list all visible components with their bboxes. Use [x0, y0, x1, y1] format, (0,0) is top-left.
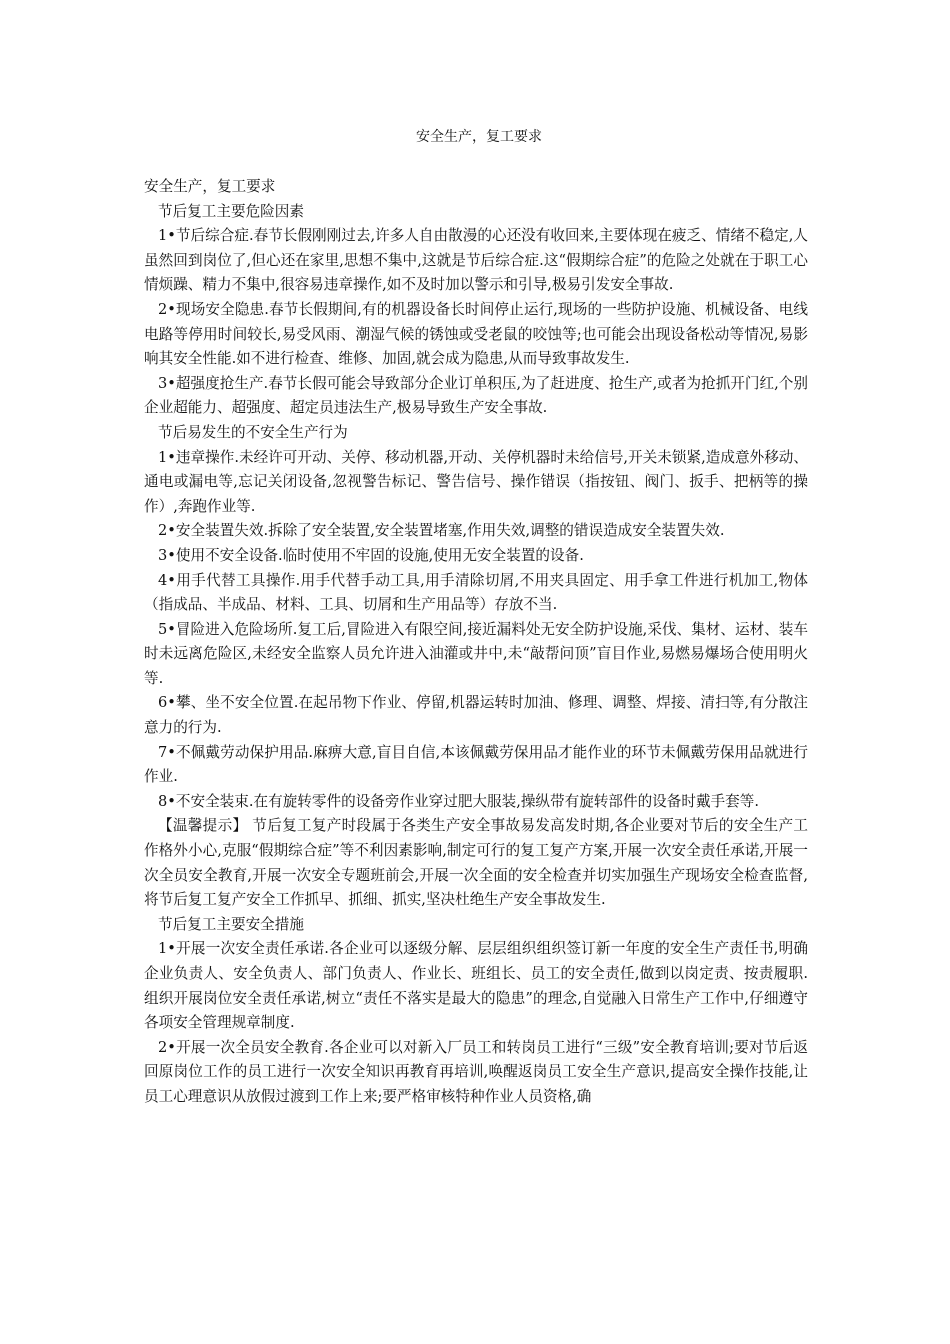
- paragraph: 节后复工主要危险因素: [158, 202, 304, 220]
- paragraph: 4•用手代替工具操作.用手代替手动工具,用手清除切屑,不用夹具固定、用手拿工件进行机加工,物体（指成品、半成品、材料、工具、切屑和生产用品等）存放不当.: [144, 571, 808, 614]
- paragraph: 7•不佩戴劳动保护用品.麻痹大意,盲目自信,本该佩戴劳保用品才能作业的环节未佩戴劳保用品就进行作业.: [144, 743, 808, 786]
- paragraph: 节后易发生的不安全生产行为: [158, 423, 348, 441]
- paragraph: 8•不安全装束.在有旋转零件的设备旁作业穿过肥大服装,操纵带有旋转部件的设备时戴手套等.: [158, 792, 759, 810]
- paragraph: 1•节后综合症.春节长假刚刚过去,许多人自由散漫的心还没有收回来,主要体现在疲乏、情绪不稳定,人虽然回到岗位了,但心还在家里,思想不集中,这就是节后综合症.这“假期综合症”的危险之处就在于职工心情烦躁、精力不集中,很容易违章操作,如不及时加以警示和引导,极易引发安全事故.: [144, 227, 808, 294]
- paragraph: 1•开展一次安全责任承诺.各企业可以逐级分解、层层组织组织签订新一年度的安全生产责任书,明确企业负责人、安全负责人、部门负责人、作业长、班组长、员工的安全责任,做到以岗定责、按责履职.组织开展岗位安全责任承诺,树立“责任不落实是最大的隐患”的理念,自觉融入日常生产工作中,仔细遵守各项安全管理规章制度.: [144, 940, 808, 1032]
- document-body: [144, 175, 808, 1110]
- paragraph: 6•攀、坐不安全位置.在起吊物下作业、停留,机器运转时加油、修理、调整、焊接、清扫等,有分散注意力的行为.: [144, 694, 808, 737]
- paragraph: 2•安全装置失效.拆除了安全装置,安全装置堵塞,作用失效,调整的错误造成安全装置失效.: [158, 522, 725, 540]
- paragraph: 安全生产，复工要求: [144, 178, 276, 195]
- document-title: 安全生产，复工要求: [416, 129, 542, 145]
- paragraph: 2•现场安全隐患.春节长假期间,有的机器设备长时间停止运行,现场的一些防护设施、机械设备、电线电路等停用时间较长,易受风雨、潮湿气候的锈蚀或受老鼠的咬蚀等;也可能会出现设备松动等情况,易影响其安全性能.如不进行检查、维修、加固,就会成为隐患,从而导致事故发生.: [144, 300, 808, 368]
- paragraph: 2•开展一次全员安全教育.各企业可以对新入厂员工和转岗员工进行“三级”安全教育培训;要对节后返回原岗位工作的员工进行一次安全知识再教育再培训,唤醒返岗员工安全生产意识,提高安全操作技能,让员工心理意识从放假过渡到工作上来;要严格审核特种作业人员资格,确: [144, 1038, 808, 1105]
- paragraph: 1•违章操作.未经许可开动、关停、移动机器,开动、关停机器时未给信号,开关未锁紧,造成意外移动、通电或漏电等,忘记关闭设备,忽视警告标记、警告信号、操作错误（指按钮、阀门、扳手、把柄等的操作）,奔跑作业等.: [144, 448, 808, 515]
- paragraph: 【温馨提示】 节后复工复产时段属于各类生产安全事故易发高发时期,各企业要对节后的安全生产工作格外小心,克服“假期综合症”等不利因素影响,制定可行的复工复产方案,开展一次安全责任承诺,开展一次全员安全教育,开展一次安全专题班前会,开展一次全面的安全检查并切实加强生产现场安全检查监督,将节后复工复产安全工作抓早、抓细、抓实,坚决杜绝生产安全事故发生.: [144, 817, 808, 909]
- paragraph: 3•使用不安全设备.临时使用不牢固的设施,使用无安全装置的设备.: [158, 546, 584, 564]
- paragraph: 5•冒险进入危险场所.复工后,冒险进入有限空间,接近漏料处无安全防护设施,采伐、集材、运材、装车时未远离危险区,未经安全监察人员允许进入油灌或井中,未“敲帮问顶”盲目作业,易燃易爆场合使用明火等.: [144, 620, 808, 687]
- paragraph: 3•超强度抢生产.春节长假可能会导致部分企业订单积压,为了赶进度、抢生产,或者为抢抓开门红,个别企业超能力、超强度、超定员违法生产,极易导致生产安全事故.: [144, 374, 808, 417]
- paragraph: 节后复工主要安全措施: [158, 915, 304, 933]
